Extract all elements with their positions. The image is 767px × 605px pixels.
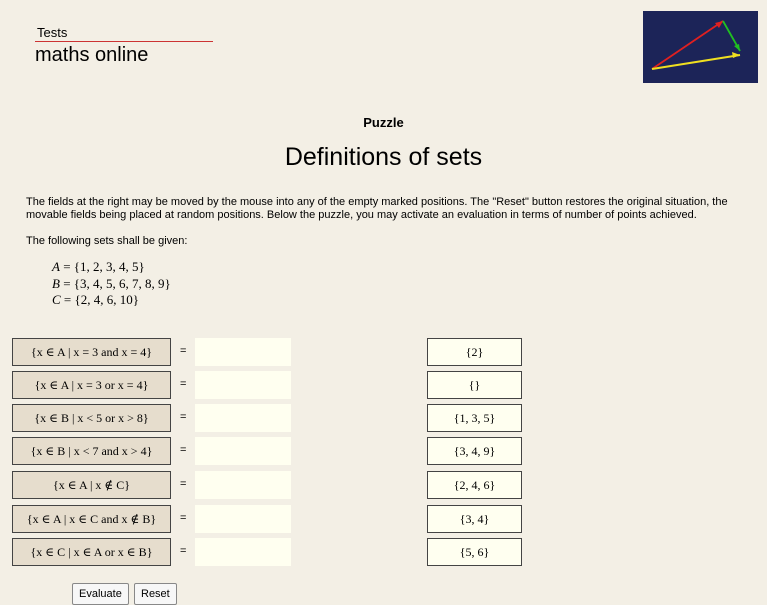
header-divider [35,41,213,42]
puzzle-label: Puzzle [363,115,404,130]
set-value: = {1, 2, 3, 4, 5} [63,259,145,274]
set-definition-c [52,292,171,309]
empty-drop-target[interactable] [195,505,291,533]
equals-sign: = [180,512,187,524]
equals-sign: = [180,478,187,490]
empty-drop-target[interactable] [195,437,291,465]
set-value: = {3, 4, 5, 6, 7, 8, 9} [63,275,171,291]
empty-drop-target[interactable] [195,338,291,366]
set-expression-field: {x ∈ A | x = 3 or x = 4} [12,371,171,399]
movable-answer-field[interactable]: {3, 4, 9} [427,437,522,465]
given-sets [52,259,171,309]
set-value: = {2, 4, 6, 10} [63,292,139,307]
movable-answer-field[interactable]: {2, 4, 6} [427,471,522,499]
page-title: Definitions of sets [284,143,483,171]
empty-drop-target[interactable] [195,471,291,499]
set-name: C [52,292,61,307]
set-expression-field: {x ∈ A | x = 3 and x = 4} [12,338,171,366]
vector-arrows-logo [643,11,758,83]
empty-drop-target[interactable] [195,404,291,432]
movable-answer-field[interactable]: {2} [427,338,522,366]
reset-button[interactable]: Reset [134,583,177,605]
set-expression-field: {x ∈ C | x ∈ A or x ∈ B} [12,538,171,566]
set-expression-field: {x ∈ A | x ∉ C} [12,471,171,499]
set-name: A [52,259,60,274]
equals-sign: = [180,444,187,456]
set-expression-field: {x ∈ A | x ∈ C and x ∉ B} [12,505,171,533]
set-name: B [52,275,60,291]
set-expression-field: {x ∈ B | x < 5 or x > 8} [12,404,171,432]
movable-answer-field[interactable]: {3, 4} [427,505,522,533]
empty-drop-target[interactable] [195,371,291,399]
equals-sign: = [180,378,187,390]
set-definition-a [52,259,171,276]
equals-sign: = [180,345,187,357]
movable-answer-field[interactable]: {1, 3, 5} [427,404,522,432]
evaluate-button[interactable]: Evaluate [72,583,129,605]
given-sets-label: The following sets shall be given: [26,235,188,247]
movable-answer-field[interactable]: {5, 6} [427,538,522,566]
equals-sign: = [180,545,187,557]
site-title: maths online [35,44,149,66]
empty-drop-target[interactable] [195,538,291,566]
set-expression-field: {x ∈ B | x < 7 and x > 4} [12,437,171,465]
instructions-text: The fields at the right may be moved by the mouse into any of the empty marked positions. The "Reset" button restores the original situation, the movable fields being placed at random positions. Below the puzzle, you may activate an evaluation in terms of number of points achieved. [26,196,728,221]
movable-answer-field[interactable]: {} [427,371,522,399]
header-category: Tests [37,25,68,40]
set-definition-b [52,276,171,293]
equals-sign: = [180,411,187,423]
